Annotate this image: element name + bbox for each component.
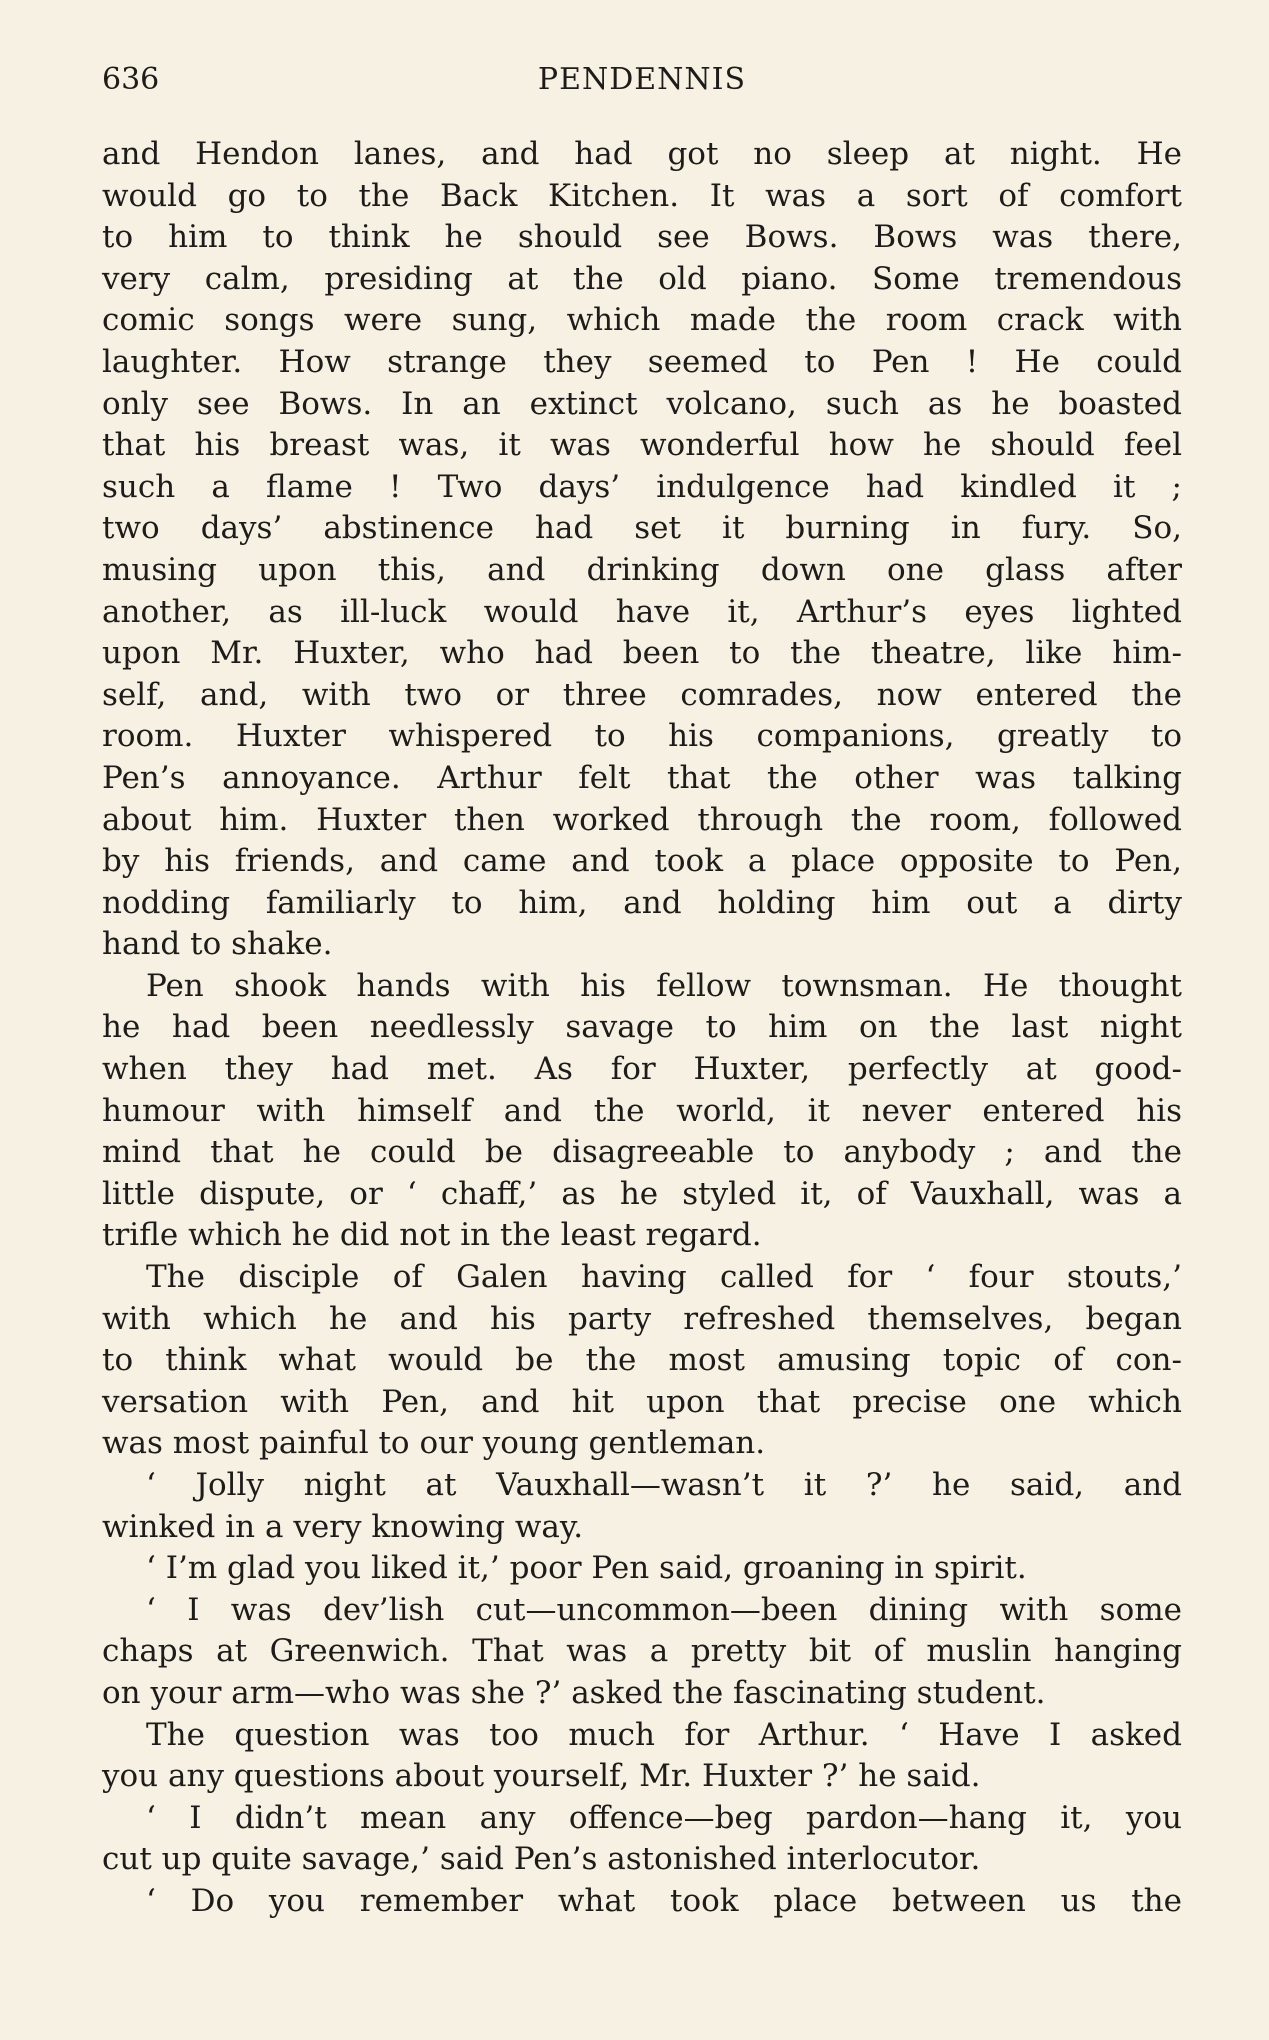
text-line: chaps at Greenwich. That was a pretty bit of muslin hanging [102,1633,1182,1670]
paragraph [102,1548,1182,1590]
text-line: winked in a very knowing way. [102,1508,584,1545]
text-line: ‘ Jolly night at Vauxhall—wasn’t it ?’ he said, and [146,1467,1182,1503]
paragraph [102,1798,1182,1881]
text-line: upon Mr. Huxter, who had been to the theatre, like him- [102,635,1182,672]
text-line: mind that he could be disagreeable to anybody ; and the [102,1134,1182,1171]
text-line: another, as ill-luck would have it, Arthur’s eyes lighted [102,593,1182,630]
paragraph [102,1715,1182,1798]
text-line: he had been needlessly savage to him on the last night [102,1009,1182,1046]
text-line: little dispute, or ‘ chaff,’ as he styled it, of Vauxhall, was a [102,1175,1182,1212]
text-line: two days’ abstinence had set it burning in fury. So, [102,510,1182,547]
text-line: to him to think he should see Bows. Bows was there, [102,219,1182,256]
text-line: room. Huxter whispered to his companions, greatly to [102,718,1182,755]
text-line: on your arm—who was she ?’ asked the fascinating student. [102,1674,1046,1711]
text-line: Pen shook hands with his fellow townsman. He thought [146,967,1182,1004]
text-line: ‘ I was dev’lish cut—uncommon—been dining with some [146,1591,1182,1628]
text-line: with which he and his party refreshed themselves, began [102,1300,1182,1337]
text-line: comic songs were sung, which made the room crack with [102,302,1182,339]
text-line: and Hendon lanes, and had got no sleep at night. He [102,136,1182,172]
text-line: ‘ I’m glad you liked it,’ poor Pen said, groaning in spirit. [146,1550,1027,1587]
paragraph [102,1257,1182,1465]
text-line: was most painful to our young gentleman. [102,1425,766,1462]
text-line: musing upon this, and drinking down one glass after [102,551,1182,588]
text-line: about him. Huxter then worked through the room, followed [102,801,1182,838]
paragraph [102,1465,1182,1548]
text-line: self, and, with two or three comrades, now entered the [102,676,1182,713]
page-number: 636 [102,62,160,97]
text-line: to think what would be the most amusing topic of con- [102,1342,1182,1379]
body-text [102,134,1182,1923]
text-line: trifle which he did not in the least regard. [102,1217,762,1254]
paragraph [102,1881,1182,1923]
page-header [102,58,1182,102]
text-line: very calm, presiding at the old piano. Some tremendous [102,260,1182,297]
text-line: The disciple of Galen having called for ‘ four stouts,’ [146,1259,1182,1296]
text-line: The question was too much for Arthur. ‘ Have I asked [146,1716,1182,1753]
text-line: would go to the Back Kitchen. It was a sort of comfort [102,177,1182,214]
text-line: only see Bows. In an extinct volcano, such as he boasted [102,385,1182,422]
text-line: such a flame ! Two days’ indulgence had kindled it ; [102,468,1182,505]
text-line: hand to shake. [102,926,333,963]
text-line: laughter. How strange they seemed to Pen ! He could [102,343,1182,380]
text-line: that his breast was, it was wonderful how he should feel [102,427,1182,464]
text-line: ‘ Do you remember what took place between us the [146,1882,1182,1919]
paragraph [102,966,1182,1257]
text-line: you any questions about yourself, Mr. Huxter ?’ he said. [102,1758,981,1795]
text-line: when they had met. As for Huxter, perfectly at good- [102,1051,1182,1088]
running-head: PENDENNIS [537,62,747,97]
text-line: by his friends, and came and took a place opposite to Pen, [102,843,1182,880]
text-line: nodding familiarly to him, and holding him out a dirty [102,884,1182,921]
paragraph [102,1590,1182,1715]
paragraph [102,134,1182,966]
text-line: versation with Pen, and hit upon that precise one which [102,1383,1182,1420]
text-line: humour with himself and the world, it never entered his [102,1092,1182,1129]
text-line: ‘ I didn’t mean any offence—beg pardon—hang it, you [146,1799,1182,1836]
text-line: Pen’s annoyance. Arthur felt that the other was talking [102,759,1182,796]
text-line: cut up quite savage,’ said Pen’s astonished interlocutor. [102,1841,981,1878]
